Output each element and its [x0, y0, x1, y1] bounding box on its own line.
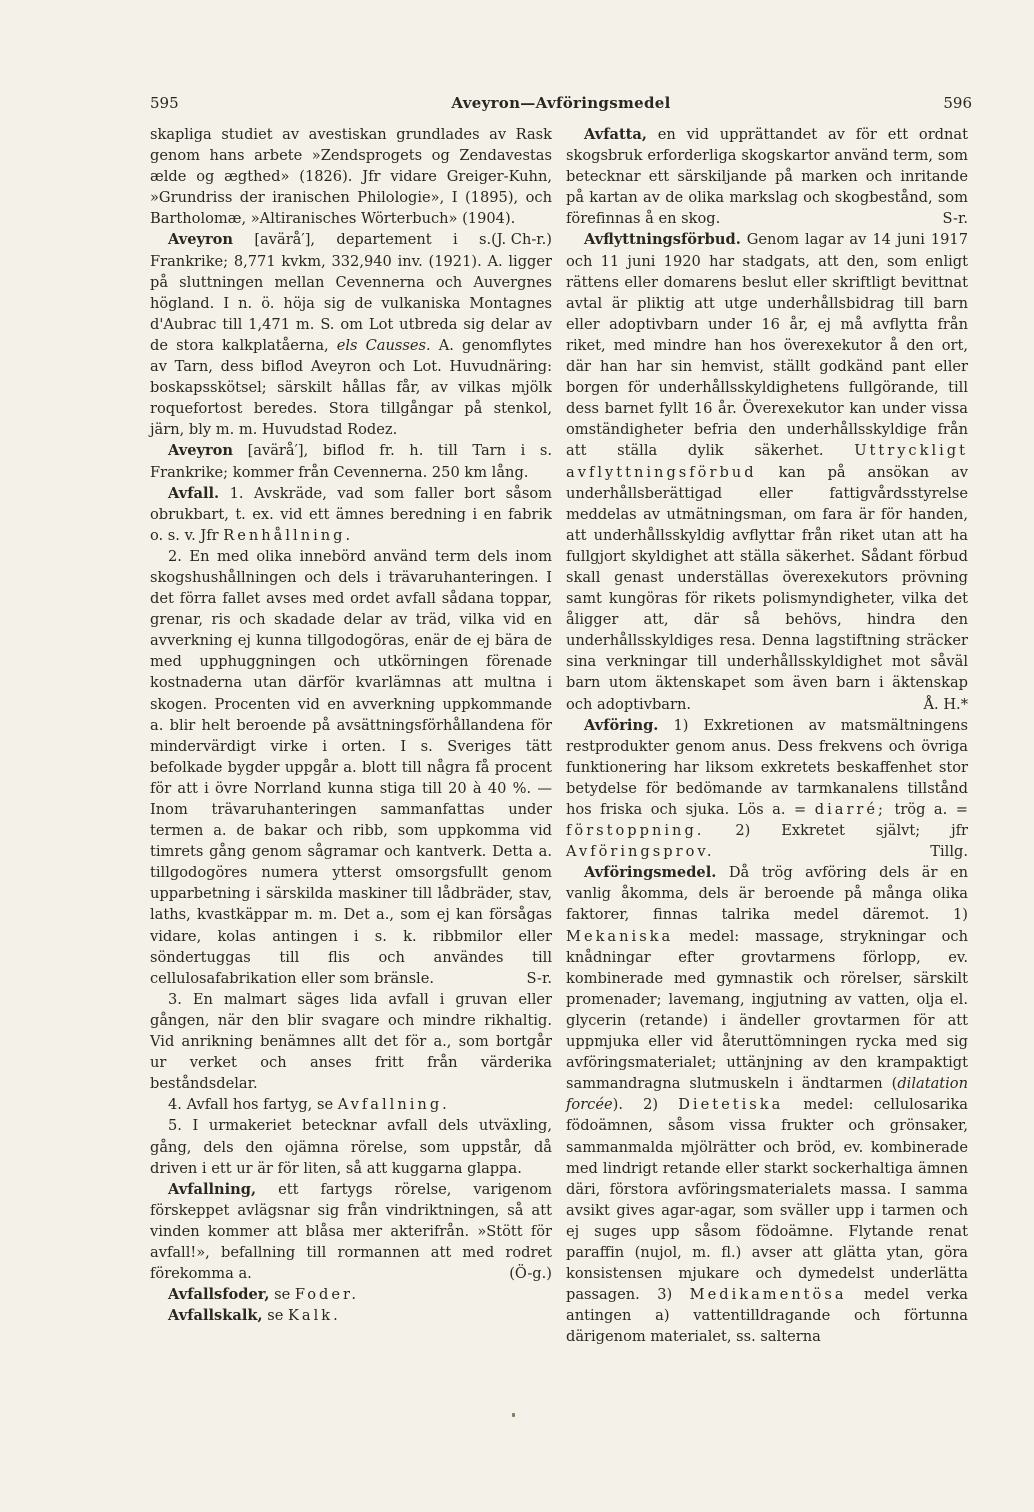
spaced-term: diarré;	[814, 801, 886, 818]
avfall-sense-2: 2. En med olika innebörd använd term dels inom skogshushållningen och dels i trävaruhanteringen. I det förra fallet avses med ordet avfall sådana toppar, grenar, ris och skadade delar av träd, vilka vid en avverkning ej kunna tillgodogöras, enär de ej bära de med upphuggningen och utkörningen förenade kostnaderna utan därför kvarlämnas att multna i skogen. Procenten vid en avverkning uppkommande a. blir helt beroende på avsättningsförhållandena för mindervärdigt virke i orten. I s. Sveriges tätt befolkade bygder uppgår a. blott till några få procent för att i övre Norrland kunna stiga till 20 à 40 %. — Inom trävaruhanteringen sammanfattas under termen a. de bakar och ribb, som uppkomma vid timrets gång genom sågramar och kantverk. Detta a. tillgodogöres numera ytterst omsorgsfullt genom upparbetning i särskilda maskiner till lådbräder, stav, laths, kvastkäppar m. m. Det a., som ej kan försågas vidare, kolas antingen i s. k. ribbmilor eller söndertuggas till flis och användes till cellulosafabrikation eller som bränsle. S-r.	[150, 546, 552, 989]
entry-avforingsmedel: Avföringsmedel. Då trög avföring dels är en vanlig åkomma, dels är beroende på många olika faktorer, finnas talrika medel däremot. 1) Mekaniska medel: massage, strykningar och knådningar efter grovtarmens förlopp, ev. kombinerade med gymnastik och rörelser, särskilt promenader; lavemang, ingjutning av vatten, olja el. glycerin (retande) i ändeller grovtarmen för att uppmjuka eller vid återuttömningen rycka med sig avföringsmaterialet; uttänjning av den krampaktigt sammandragna slutmuskeln i ändtarmen (dilatation forcée). 2) Dietetiska medel: cellulosarika födoämnen, såsom vissa frukter och grönsaker, sammanmalda mjölrätter och bröd, ev. kombinerade med lindrigt retande eller starkt sockerhaltiga ämnen däri, förstora avföringsmaterialets massa. I samma avsikt gives agar-agar, som sväller upp i tarmen och ej suges upp såsom födoämne. Flytande renat paraffin (nujol, m. fl.) avser att glätta ytan, göra konsistensen mjukare och dymedelst underlätta passagen. 3) Medikamentösa medel verka antingen a) vattentilldragande och förtunna därigenom materialet, ss. salterna	[566, 864, 968, 1346]
headword: Avfallsfoder,	[168, 1286, 270, 1304]
left-column	[150, 124, 552, 1326]
headword: Aveyron	[168, 442, 234, 460]
author-signature: Tillg.	[930, 843, 968, 861]
page-number-left: 595	[150, 94, 179, 112]
entry-avfatta: Avfatta, en vid upprättandet av för ett ordnat skogsbruk erforderliga skogskartor använd term, som betecknar ett särskiljande på marken och inritande på kartan av de olika markslag och skogbestånd, som förefinnas å en skog. S-r.	[566, 124, 968, 229]
avfall-sense-4: 4. Avfall hos fartyg, se Avfallning.	[168, 1096, 450, 1114]
headword: Avfallskalk,	[168, 1307, 263, 1325]
headword: Avfall.	[168, 484, 220, 502]
spaced-term: Uttryckligt avflyttningsförbud	[566, 442, 968, 481]
avfall-sense-5: 5. I urmakeriet betecknar avfall dels utväxling, gång, dels den ojämna rörelse, som uppstår, då driven i ett ur är för liten, så att kuggarna glappa.	[150, 1117, 552, 1177]
entry-avfall: Avfall. 1. Avskräde, vad som faller bort såsom obrukbart, t. ex. vid ett ämnes beredning i en fabrik o. s. v. Jfr Renhållning.	[150, 484, 552, 544]
author-signature: (J. Ch-r.)	[491, 231, 552, 249]
entry-avflyttningsforbud: Avflyttningsförbud. Genom lagar av 14 juni 1917 och 11 juni 1920 har stadgats, att den, som enligt rättens eller domarens beslut eller skriftligt bevittnat avtal är pliktig att utge underhållsbidrag till barn eller adoptivbarn under 16 år, ej må avflytta från riket, med mindre han hos överexekutor å den ort, där han har sin hemvist, ställt godkänd pant eller borgen för underhållsskyldighetens fullgörande, till dess barnet fyllt 16 år. Överexekutor kan under vissa omständigheter befria den underhållsskyldige från att ställa dylik säkerhet. Uttryckligt avflyttningsförbud kan på ansökan av underhållsberättigad eller fattigvårdsstyrelse meddelas av utmätningsman, om fara är för handen, att underhållsskyldig avflyttar från riket utan att ha fullgjort skyldighet att ställa säkerhet. Sådant förbud skall genast underställas överexekutors prövning samt kungöras för rikets polismyndigheter, vilka det åligger att, där så behövs, hindra den underhållsskyldiges resa. Denna lagstiftning sträcker sina verkningar till underhållsskyldighet mot såväl barn utom äktenskapet som även barn i äktenskap och adoptivbarn. Å. H.*	[566, 229, 968, 714]
headword: Avföringsmedel.	[584, 864, 717, 882]
entry-aveyron-river: Aveyron [avärå′], biflod fr. h. till Tarn i s. Frankrike; kommer från Cevennerna. 250 km lång.	[150, 442, 552, 481]
print-speck	[512, 1413, 515, 1417]
continuation-paragraph: skapliga studiet av avestiskan grundlades av Rask genom hans arbete »Zendsprogets og Zendavestas ælde og ægthed» (1826). Jfr vidare Greiger-Kuhn, »Grundriss der iranischen Philologie», I (1895), och Bartholomæ, »Altiranisches Wörterbuch» (1904). (J. Ch-r.)	[150, 124, 552, 229]
cross-reference: Kalk.	[287, 1307, 341, 1325]
cross-reference: Renhållning.	[223, 526, 354, 544]
entry-avfallskalk: Avfallskalk, se Kalk.	[168, 1307, 341, 1325]
page-number-right: 596	[943, 94, 972, 112]
entry-avforing: Avföring. 1) Exkretionen av matsmältningens restprodukter genom anus. Dess frekvens och övriga funktionering har liksom exkretets beskaffenhet stor betydelse för bedömande av tarmkanalens tillstånd hos friska och sjuka. Lös a. = diarré; trög a. = förstoppning. 2) Exkretet självt; jfr Avföringsprov. Tillg.	[566, 715, 968, 863]
right-column	[566, 124, 968, 1347]
running-title: Aveyron—Avföringsmedel	[451, 94, 671, 112]
headword: Avföring.	[584, 716, 659, 734]
spaced-term: Mekaniska	[566, 927, 674, 945]
cross-reference: Avföringsprov.	[566, 843, 715, 861]
headword: Avflyttningsförbud.	[584, 231, 741, 249]
author-signature: Å. H.*	[923, 695, 968, 713]
cross-reference: Avfallning.	[337, 1096, 450, 1114]
entry-aveyron-department: Aveyron [avärå′], departement i s. Frankrike; 8,771 kvkm, 332,940 inv. (1921). A. ligger på sluttningen mellan Cevennerna och Auvergnes högland. I n. ö. höja sig de vulkaniska Montagnes d'Aubrac till 1,471 m. S. om Lot utbreda sig delar av de stora kalkplatåerna, els Causses. A. genomflytes av Tarn, dess biflod Aveyron och Lot. Huvudnäring: boskapsskötsel; särskilt hållas får, av vilkas mjölk roquefortost beredes. Stora tillgångar på stenkol, järn, bly m. m. Huvudstad Rodez.	[150, 231, 552, 439]
spaced-term: Medikamentösa	[689, 1286, 847, 1304]
headword: Avfallning,	[168, 1180, 257, 1198]
spaced-term: förstoppning.	[566, 822, 705, 840]
headword: Avfatta,	[584, 126, 647, 143]
author-signature: (Ö-g.)	[509, 1265, 552, 1283]
headword: Aveyron	[168, 231, 234, 249]
spaced-term: Dietetiska	[678, 1096, 784, 1114]
entry-avfallning: Avfallning, ett fartygs rörelse, varigenom förskeppet avlägsnar sig från vindriktningen, så att vinden kommer att blåsa mer akterifrån. »Stött för avfall!», befallning till rormannen att med rodret förekomma a. (Ö-g.)	[150, 1179, 552, 1284]
entry-avfallsfoder: Avfallsfoder, se Foder.	[168, 1286, 359, 1304]
avfall-sense-3: 3. En malmart säges lida avfall i gruvan eller gången, när den blir svagare och mindre rikhaltig. Vid anrikning benämnes allt det för a., som bortgår ur verket och anses fritt från värderika beståndsdelar.	[150, 990, 552, 1093]
author-signature: S-r.	[526, 969, 552, 987]
cross-reference: Foder.	[294, 1286, 359, 1304]
page-header	[150, 94, 972, 118]
author-signature: S-r.	[942, 210, 968, 228]
